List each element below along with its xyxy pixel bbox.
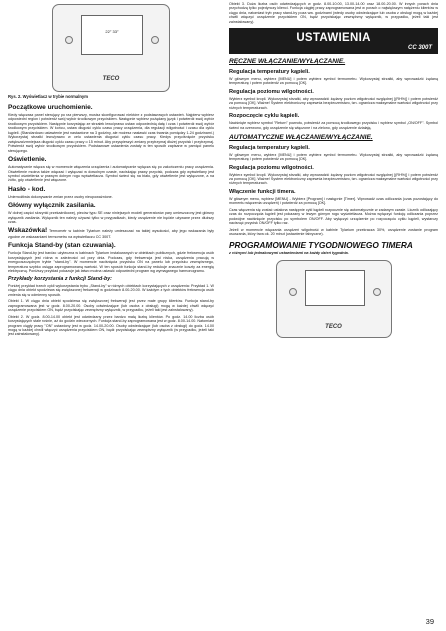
paragraph-example-1: Obiekt 1. W ciągu dnia obiekt spodziewa się zwiększonej frekwencji jest przez małe grupy klientów. Funkcja stand-by zaprogramowana jest w godz. 8.00-20.00. Osoby odwiedzające (lub osoba z obsługi) mogą w każdej chwili włączyć urządzenie przyciskiem ON, bądź przyciskając zewnętrzny wyłącznik, w przypadku, jeżeli taki jest zainstalowany). — [8, 299, 214, 313]
heading-standby-examples: Przykłady korzystania z funkcji Stand-by: — [8, 276, 112, 283]
paragraph-password: Uniemożliwia dokonywanie zmian przez osoby nieupoważnione. — [8, 194, 113, 199]
heading-bath-start: Rozpoczęcie cyklu kąpieli. — [229, 113, 300, 120]
heading-humidity-regulation-2: Regulacja poziomu wilgotności. — [229, 164, 314, 171]
paragraph-example-2: Obiekt 2. W godz. 8.00-14.00 obiekt jest odwiedzany przez bardzo małą liczbę klientów. Po godz. 14.00 liczba osób korzystających stale rośnie, aż do godzin wieczornych. Funkcja stand-by zaprogramowana jest w godz. 8.00-14.00. Natomiast program ciągły pracy "ON" ustawiony jest w godz. 14.00-20.00. Osoby odwiedzające (lub osoba z obsługi) do godz. 14.00 mogą w każdej chwili włączyć urządzenia przyciskiem ON, bądź przyciskając zewnętrzny wyłącznik (w przypadku, jeżeli taki jest zainstalowany). — [8, 314, 214, 337]
brand-logo: TECO — [102, 75, 120, 82]
heading-weekly-timer: PROGRAMOWANIE TYGODNIOWEGO TIMERA — [229, 239, 413, 250]
heading-humidity-regulation: Regulacja poziomu wilgotności. — [229, 88, 314, 95]
control-panel-illustration — [52, 4, 170, 92]
paragraph-example-3: Obiekt 3. Duża liczba osób odwiedzających w godz. 8.00-10.00, 13.00-14.00 oraz 18.00-20.00. W innych porach dnia przychodzą tylko pojedynczy klienci. Funkcja ciągłej pracy zaprogramowana jest w porach o największym natężeniu klientów w ciągu dnia, natomiast tryb pracy stand-by poza ww. godzinami (wtedy osoby odwiedzające lub osoba z obsługi mogą w każdej chwili włączyć urządzenie przyciskiem ON, bądź przyciskając zewnętrzny wyłącznik, w przypadku, jeżeli taki jest zainstalowany). — [229, 2, 438, 24]
paragraph-timer-3: Jeżeli w momencie włączania urządzeń wilgotność w kabinie Tylarium przekracza 30%, urządzenie zostanie program osuszania, który trwa ok. 20 minut (ustawienie fabryczne). — [229, 227, 438, 237]
tip-label: Wskazówka! — [8, 226, 48, 234]
heading-standby: Funkcja Stand-by (stan czuwania). — [8, 242, 116, 250]
paragraph-lighting: Automatycznie włącza się w momencie włączenia urządzenia i automatycznie wyłącza się po zakończeniu pracy urządzenia. Oświetlenie można także włączać i wyłączać w dowolnym czasie, naciskając prawy przycisk, podczas gdy wyświetlany jest symbol oświetlenia w prawym dolnym rogu wyświetlacza. Symbol świeci się na biało, gdy oświetlenie jest wyłączone, a na żółto, gdy oświetlenie jest włączone. — [8, 165, 214, 183]
left-knob — [65, 36, 73, 44]
paragraph-temp-regulation: W głównym menu, wybierz [MENU] i potem wybierz symbol termometru. Wykorzystaj strzałki, aby wprowadzić żądaną temperaturę i potem potwierdź za pomocą [OK]. — [229, 76, 438, 86]
display-readout: 22° 33° — [105, 29, 119, 34]
display-screen — [81, 15, 143, 55]
right-knob-2 — [373, 288, 381, 296]
paragraph-humidity-regulation: Wybierz symbol kropli. Wykorzystaj strzałki, aby wprowadzić żądany poziom wilgotności względnej [(RH%)] i potem potwierdź za pomocą [OK]. Ważne! System elektroniczny zapewnia bezpieczeństwo, tzn. ogranicza maksymalne wartości wilgotności przy różnych temperaturach. — [229, 96, 438, 110]
right-column — [229, 0, 438, 340]
control-panel-illustration-2 — [276, 260, 392, 338]
heading-timer: Włączenie funkcji timera. — [229, 188, 296, 195]
banner-title: USTAWIENIA — [296, 32, 371, 45]
paragraph-timer-1: W głównym menu, wybierz [MENU] - Wybierz [Program] i następnie [Timer]. Wprowadź czas odliczania (czas pozostający do momentu włączenia urządzeń) i potwierdź za pomocą [OK]. — [229, 196, 438, 206]
heading-auto-onoff: AUTOMATYCZNE WŁĄCZANIE/WYŁĄCZANIE. — [229, 134, 373, 142]
heading-initial-start: Początkowe uruchomienie. — [8, 104, 93, 111]
left-column — [8, 0, 214, 339]
paragraph-humidity-regulation-2: Wybierz symbol kropli. Wykorzystaj strzałki, aby wprowadzić żądany poziom wilgotności względnej [(RH%)] i potem potwierdź za pomocą [OK]. Ważne! System elektroniczny zapewnia bezpieczeństwo, tzn. ogranicza maksymalne wartości wilgotności przy różnych temperaturach. — [229, 172, 438, 186]
paragraph-temp-regulation-2: W głównym menu, wybierz [MENU] i potem wybierz symbol termometru. Wykorzystaj strzałki, aby wprowadzić żądaną temperaturę i potem potwierdź za pomocą [OK]. — [229, 152, 438, 162]
brand-logo-2: TECO — [325, 323, 342, 330]
heading-main-switch: Główny wyłącznik zasilania. — [8, 202, 96, 210]
heading-lighting: Oświetlenie. — [8, 156, 47, 164]
figure-caption: Rys. 2. Wyświetlacz w trybie normalnym — [8, 94, 88, 99]
settings-banner — [229, 28, 438, 54]
paragraph-examples-intro: Poniżej przykład trzech cykli wykorzystania trybu „Stand-by" w różnych obiektach korzystających z urządzenia: Przykład 1. W ciągu dnia obiekt spodziewa się zwiększonej frekwencji w godzinach 8.00-20.00. W każdym z tych obiektów frekwencja osób zmienia się w odmienny sposób. — [8, 283, 214, 297]
page-number: 39 — [425, 617, 434, 626]
weekly-timer-subtitle: z różnymi lub jednakowymi ustawieniami na każdy dzień tygodnia. — [229, 251, 349, 256]
paragraph-standby: Funkcja Stand-by jest bardzo użyteczna w kabinach Tylarium instalowanych w obiektach publicznych, gdzie frekwencja osób korzystających jest różna w zależności od pory dnia. Podczas, gdy frekwencja jest niska, urządzenia pracują w energooszczędnym trybie "stand-by". W momencie naciśnięcia przycisku ON na panelu lub przycisku zewnętrznego, temperatura szybko osiąga zaprogramowaną wartość. W ten sposób funkcja stand-by redukuje znacznie koszty za energię elektryczną. Poniższy przykład pokazuje jak łatwo można ustawić odpowiedni program wg wymaganego harmonogramu. — [8, 251, 214, 273]
paragraph-main-switch: W dolnej części skrzynki przekaźnikowej, pieców typu SE oraz niniejszych modeli generatorów pary umieszczony jest główny wyłącznik zasilania. Wyłącznik ten należy używać tylko w przypadkach, kiedy urządzenie nie będzie używane przez dłuższy czas. — [8, 211, 214, 225]
heading-password: Hasło - kod. — [8, 185, 46, 193]
display-screen-2 — [305, 270, 365, 306]
tip-text: Termometr w kabinie Tylarium należy umieszczać na takiej wysokości, aby jego wskazania były zgodne ze wskazaniami termometru na wyświetlaczu CC 300T. — [8, 228, 214, 239]
right-knob — [151, 36, 159, 44]
paragraph-timer-2: Czas włączenia się zostać ustalona następnie cykl kąpieli rozpocznie się automatycznie w zadanym czasie. Licznik odliczający czas do rozpoczęcia kąpieli jest pokazany w lewym górnym rogu wyświetlacza. Można wyłączyć funkcję odliczania poprzez podwójne naciśnięcie przycisku po symbolem ON/OFF. Aby wyłączyć urządzenie po rozpoczęciu cyklu kąpieli, wystarczy nacisnąć przycisk ON/OFF tylko raz. — [229, 207, 438, 226]
paragraph-tip — [8, 227, 214, 239]
paragraph-initial-start: Kiedy włączasz panel sterujący po raz pierwszy, musisz skonfigurować niektóre z podstawowych ustawień. Najpierw wybierz odpowiedni region i potwierdź swój wybór środkowym przyciskiem. Następnie wybierz pożądany język i potwierdź swój wybór środkowym przyciskiem. Następnie korzystając ze strzałek lewo/prawo ustaw odpowiednią datę i czas i potwierdź swój wybór środkowym przyciskiem. W końcu, ustaw długość cyklu czasu pracy urządzenia, dla regulacji wilgotności i czasu dla cyklu kąpieli. (Standardowo ustawienie jest nastawione na 3 godziny, ale możesz nastawić czas trwania pomiędzy 1-24 godzinami.) Wykorzystaj strzałki lewo/prawo w celu ustawienia długości cyklu czasu pracy. Kiedys przyciśnięcie przycisku zwiększa/zmniejsza długość cyklu czasu pracy o 15 minut. Aby przyspieszyć zmiany przytrzymaj dłużej przycisk i przytrzymaj. Potwierdź swój wybór środkowym przyciskiem. Podstawowe ustawienia zostały w ten sposób zapisane w pamięci panelu sterującego. — [8, 113, 214, 153]
paragraph-bath-start: Naciśnięte wybierz symbol "Return" powrotu, potwierdź za pomocą środkowego przycisku i wybierz symbol „ON/OFF". Symbol świeci na czerwono, gdy urządzenie się włączone i na zielono, gdy urządzenie działają. — [229, 121, 438, 130]
heading-temp-regulation-2: Regulacja temperatury kąpieli. — [229, 144, 310, 151]
banner-model: CC 300T — [407, 45, 432, 52]
left-knob-2 — [289, 288, 297, 296]
heading-temp-regulation: Regulacja temperatury kąpieli. — [229, 68, 310, 75]
heading-manual-onoff: RĘCZNE WŁĄCZANIE/WYŁĄCZANIE. — [229, 58, 346, 66]
